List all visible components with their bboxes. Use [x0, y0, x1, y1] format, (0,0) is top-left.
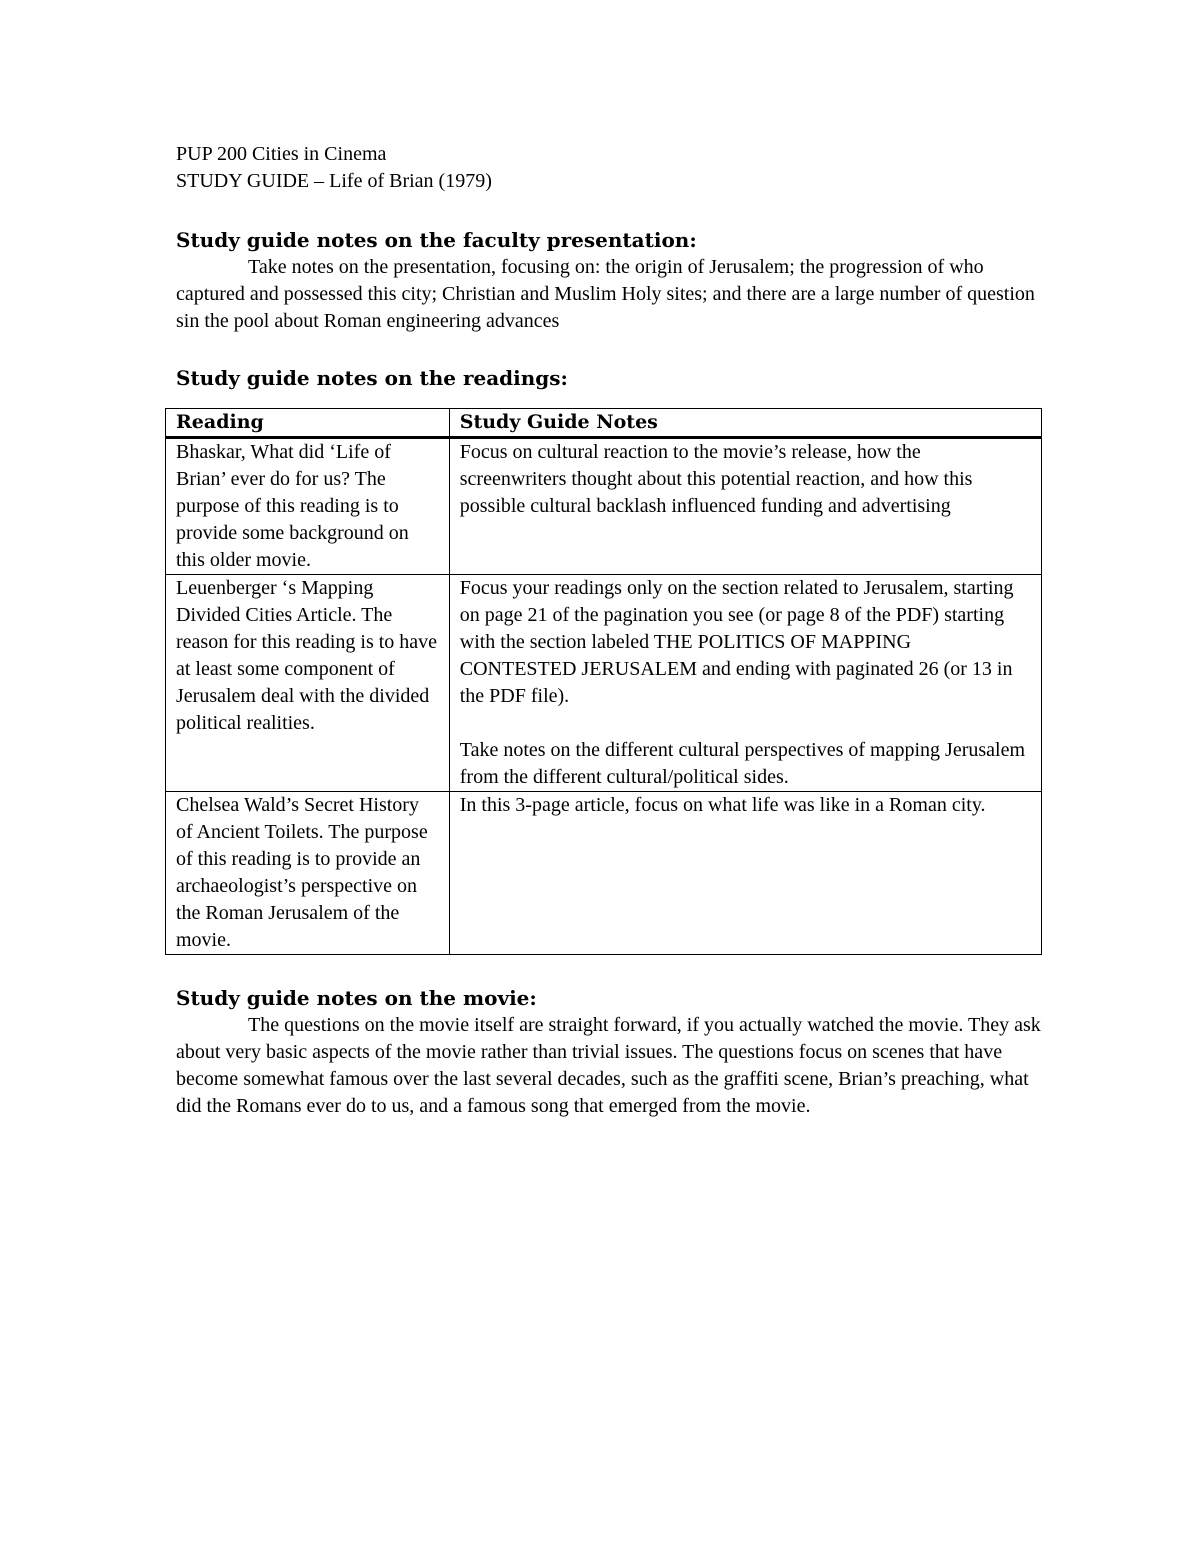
reading-cell: Bhaskar, What did ‘Life of Brian’ ever do for us? The purpose of this reading is to provide some background on this older movie. [166, 438, 450, 575]
notes-text: Focus on cultural reaction to the movie’s release, how the screenwriters thought about this potential reaction, and how this possible cultural backlash influenced funding and advertising [459, 441, 973, 517]
movie-notes-text: The questions on the movie itself are straight forward, if you actually watched the movie. They ask about very basic aspects of the movie rather than trivial issues. The questions focus on scenes that have become somewhat famous over the last several decades, such as the graffiti scene, Brian’s preaching, what did the Romans ever do to us, and a famous song that emerged from the movie. [176, 1014, 1041, 1117]
readings-table [165, 408, 1042, 955]
notes-cell [449, 792, 1041, 955]
course-title: PUP 200 Cities in Cinema [176, 143, 387, 165]
document-page [176, 141, 1042, 1120]
paragraph-gap [460, 710, 1031, 737]
reading-cell: Leuenberger ‘s Mapping Divided Cities Article. The reason for this reading is to have at least some component of Jerusalem deal with the divided political realities. [166, 575, 450, 792]
notes-cell [449, 438, 1041, 575]
column-header-notes: Study Guide Notes [449, 409, 1041, 438]
movie-section-heading: Study guide notes on the movie: [176, 986, 537, 1010]
table-row [166, 575, 1042, 792]
readings-section-heading: Study guide notes on the readings: [176, 366, 568, 390]
column-header-reading: Reading [166, 409, 450, 438]
table-header-row [166, 409, 1042, 438]
faculty-notes-text: Take notes on the presentation, focusing on: the origin of Jerusalem; the progression of who captured and possessed this city; Christian and Muslim Holy sites; and there are a large number of question sin the pool about Roman engineering advances [176, 256, 1035, 332]
notes-text: Focus your readings only on the section related to Jerusalem, starting on page 21 of the pagination you see (or page 8 of the PDF) starting with the section labeled THE POLITICS OF MAPPING CONTESTED JERUSALEM and ending with paginated 26 (or 13 in the PDF file). [459, 577, 1014, 707]
table-row [166, 792, 1042, 955]
notes-extra-text: Take notes on the different cultural perspectives of mapping Jerusalem from the different cultural/political sides. [459, 739, 1026, 788]
faculty-section-heading: Study guide notes on the faculty presentation: [176, 228, 697, 252]
reading-cell: Chelsea Wald’s Secret History of Ancient Toilets. The purpose of this reading is to provide an archaeologist’s perspective on the Roman Jerusalem of the movie. [166, 792, 450, 955]
guide-title: STUDY GUIDE – Life of Brian (1979) [176, 170, 492, 192]
faculty-notes-paragraph [176, 254, 1042, 335]
table-row [166, 438, 1042, 575]
notes-cell [449, 575, 1041, 792]
notes-text: In this 3-page article, focus on what life was like in a Roman city. [459, 794, 986, 816]
movie-notes-paragraph [176, 1012, 1042, 1120]
